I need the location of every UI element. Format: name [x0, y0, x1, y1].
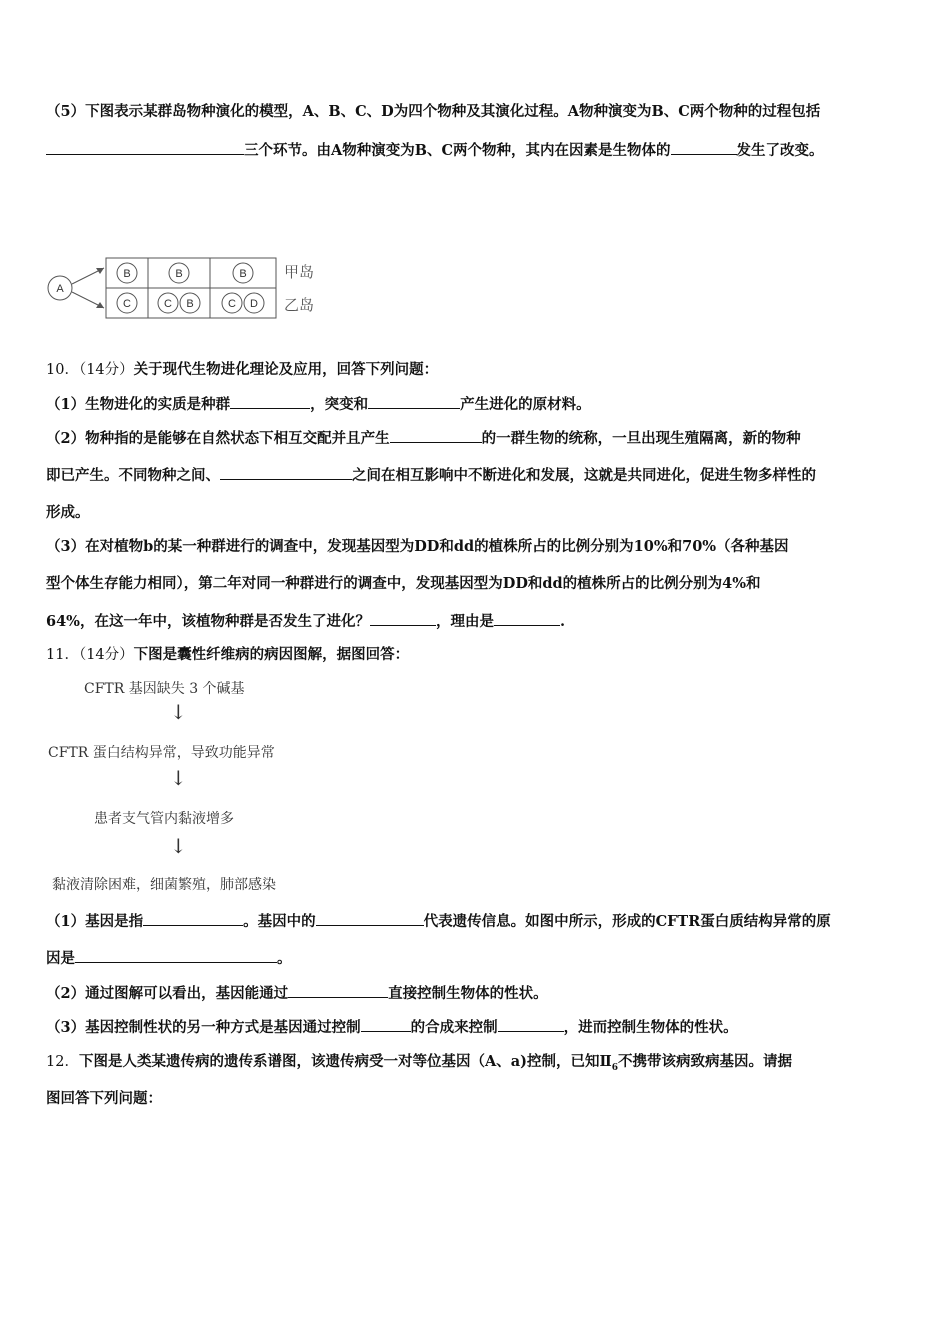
svg-text:D: D [250, 298, 258, 310]
island2-c1: C [123, 298, 131, 310]
answer-blank[interactable] [75, 948, 277, 963]
down-arrow-icon: ↓ [170, 700, 187, 724]
answer-blank[interactable] [316, 911, 424, 926]
q10-p3-line3: 64%，在这一年中，该植物种群是否发生了进化？ ，理由是 . [46, 613, 566, 630]
down-arrow-icon: ↓ [170, 766, 187, 790]
island1-b1: B [123, 268, 131, 280]
q10-header: 10．（14分）关于现代生物进化理论及应用，回答下列问题： [46, 361, 439, 378]
island1-b2: B [175, 268, 183, 280]
down-arrow-icon: ↓ [170, 834, 187, 858]
q11-p1-line1: （1）基因是指 。基因中的 代表遗传信息。如图中所示，形成的CFTR蛋白质结构异常的原 [46, 913, 831, 930]
island-evolution-figure [44, 254, 344, 326]
island1-label: 甲岛 [284, 264, 315, 281]
answer-blank[interactable] [143, 911, 243, 926]
q10-p2-line1: （2）物种指的是能够在自然状态下相互交配并且产生 的一群生物的统称，一旦出现生殖隔离，新的物种 [46, 430, 801, 447]
answer-blank[interactable] [368, 394, 460, 409]
answer-blank[interactable] [230, 394, 310, 409]
flow-step-4: 黏液清除困难，细菌繁殖，肺部感染 [52, 877, 276, 893]
flow-step-1: CFTR 基因缺失 3 个碱基 [84, 681, 245, 697]
q12-line2: 图回答下列问题： [46, 1090, 162, 1107]
answer-blank[interactable] [390, 428, 482, 443]
svg-text:C: C [164, 298, 172, 310]
answer-blank[interactable] [671, 140, 737, 155]
q10-p1: （1）生物进化的实质是种群 ，突变和 产生进化的原材料。 [46, 396, 591, 413]
cftr-flow-diagram [46, 676, 346, 896]
answer-blank[interactable] [494, 611, 560, 626]
island1-b3: B [239, 268, 247, 280]
q11-header: 11．（14分）下图是囊性纤维病的病因图解，据图回答： [46, 646, 410, 663]
answer-blank[interactable] [220, 465, 352, 480]
q5-line2: 三个环节。由A物种演变为B、C两个物种，其内在因素是生物体的 发生了改变。 [46, 140, 908, 161]
answer-blank[interactable] [370, 611, 436, 626]
flow-step-2: CFTR 蛋白结构异常，导致功能异常 [48, 745, 275, 761]
q10-p3-line1: （3）在对植物b的某一种群进行的调查中，发现基因型为DD和dd的植株所占的比例分别为10%和70%（各种基因 [46, 538, 789, 555]
answer-blank[interactable] [498, 1017, 564, 1032]
q5-line1: （5）下图表示某群岛物种演化的模型，A、B、C、D为四个物种及其演化过程。A物种演变为B、C两个物种的过程包括 [46, 103, 821, 120]
q10-p2-line3: 形成。 [46, 504, 90, 521]
flow-step-3: 患者支气管内黏液增多 [94, 811, 234, 827]
svg-text:B: B [186, 298, 194, 310]
answer-blank[interactable] [361, 1017, 411, 1032]
answer-blank[interactable] [288, 983, 388, 998]
q11-p1-line2: 因是 。 [46, 950, 292, 967]
q10-p2-line2: 即已产生。不同物种之间、 之间在相互影响中不断进化和发展，这就是共同进化，促进生物多样性的 [46, 467, 816, 484]
species-a-label: A [56, 283, 64, 295]
q10-p3-line2: 型个体生存能力相同），第二年对同一种群进行的调查中，发现基因型为DD和dd的植株所占的比例分别为4%和 [46, 575, 761, 592]
answer-blank[interactable] [46, 140, 244, 155]
q11-p2: （2）通过图解可以看出，基因能通过 直接控制生物体的性状。 [46, 985, 548, 1002]
island2-label: 乙岛 [284, 297, 315, 314]
q11-p3: （3）基因控制性状的另一种方式是基因通过控制 的合成来控制 ，进而控制生物体的性状。 [46, 1019, 738, 1036]
q12-line1: 12．下图是人类某遗传病的遗传系谱图，该遗传病受一对等位基因（A、a)控制，已知$Ⅱ_6$不携带该病致病基因。请据 [46, 1053, 792, 1073]
svg-text:C: C [228, 298, 236, 310]
